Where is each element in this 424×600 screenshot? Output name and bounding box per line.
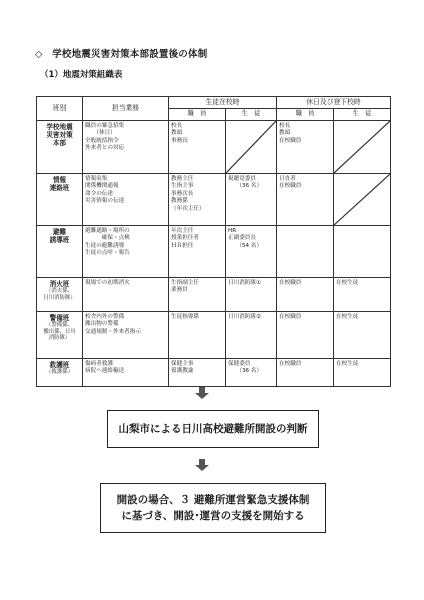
cell-line: 在校生徒 [336,360,359,367]
cell-line: 年次主任 [171,227,194,234]
group-name: 本部 [52,139,67,148]
in-school-staff-cell [169,173,226,225]
header-holiday: 休日及び登下校時 [277,97,391,109]
table-row [37,358,391,386]
cell-line: 日川消防隊② [228,313,261,320]
group-name: 救護班 [49,360,70,369]
cell-line: 病院へ連絡輸送 [85,368,125,375]
group-name-cell [37,311,83,358]
cell-line: 生徒の避難誘導 [85,242,125,249]
header-in-school-staff: 職 員 [169,109,226,121]
city-decision-text: 山梨市による日川高校避難所開設の判断 [118,422,308,435]
in-school-students-cell [226,173,277,225]
duty-cell [83,311,169,358]
cell-line: 命令の伝達 [85,190,113,197]
cell-line: 在校生徒 [336,313,359,320]
duty-cell [83,173,169,225]
cell-line: 在校生徒 [336,279,359,286]
cell-line: 生徒指導係 [171,313,199,320]
duty-cell [83,277,169,311]
group-name-cell [37,225,83,277]
section-subheading: （1）地震対策組織表 [40,70,123,80]
holiday-staff-cell [277,225,334,277]
cell-line: 全般統括指令 [85,137,119,144]
cell-line: 搬出物の警備 [85,321,119,328]
cell-line: 教務係 [171,198,188,205]
table-row [37,173,391,225]
cell-line: 校舎内外の警備 [85,313,125,320]
cell-line: 在校職員 [279,137,302,144]
city-decision-box [107,410,319,448]
down-arrow-icon [195,459,209,471]
cell-line: 授業担任者 [171,235,199,242]
group-name: 学校地震 [46,122,73,131]
cell-line: 視聴覚委員 [228,175,256,182]
table-row [37,225,391,277]
holiday-staff-cell [277,311,334,358]
cell-line: 職員の緊急招集 [85,122,125,129]
cell-line: 生徒の点呼・報告 [85,250,130,257]
in-school-students-cell [226,358,277,386]
group-name: 誘導班 [49,235,70,244]
group-name: 警備班 [49,313,70,322]
cell-line: 教務主任 [171,175,194,182]
table-row [37,120,391,173]
group-name-cell [37,120,83,173]
down-arrow-icon [195,387,209,399]
empty-diagonal-cell [334,120,391,173]
table-row [37,277,391,311]
cell-line: 事務次長 [171,190,194,197]
cell-line: 交通規制・外来者指示 [85,328,141,335]
cell-line: （36 名） [228,368,263,375]
header-holiday-staff: 職 員 [277,109,334,121]
cell-line: 関係機関通報 [85,183,119,190]
holiday-students-cell [334,358,391,386]
group-name: 消火班 [49,279,70,288]
cell-line: ＨＲ担任 [171,242,194,249]
holiday-students-cell [334,277,391,311]
cell-line: 在校職員 [279,183,302,190]
header-in-school-students: 生 徒 [226,109,277,121]
cell-line: 保健主事 [171,360,194,367]
header-in-school: 生徒在校時 [169,97,277,109]
cell-line: （年次主任） [171,205,205,212]
holiday-staff-cell [277,277,334,311]
header-group: 班別 [37,97,83,121]
cell-line: 情報収集 [85,175,108,182]
group-subname: （救護係） [46,368,73,375]
group-name-cell [37,277,83,311]
cell-line: 保健委員 [228,360,251,367]
group-name: 避難 [52,227,67,236]
holiday-staff-cell [277,120,334,173]
cell-line: 外来者との対応 [85,145,125,152]
cell-line: （休日） [85,130,116,137]
cell-line: 業務員 [171,287,188,294]
cell-line: 日直者 [279,175,296,182]
group-subname: 搬出係、日川 [43,328,76,335]
cell-line: 生指主事 [171,183,194,190]
in-school-staff-cell [169,277,226,311]
in-school-staff-cell [169,358,226,386]
cell-line: 日川消防隊① [228,279,261,286]
cell-line: 事務長 [171,137,188,144]
cell-line: 在校職員 [279,360,302,367]
group-subname: （消火係、 [46,287,73,294]
holiday-students-cell [334,225,391,277]
support-start-text-line2: に基づき、開設･運営の支援を開始する [121,510,305,522]
group-name: 連絡班 [49,183,70,192]
cell-line: 確保・点検 [85,235,130,242]
support-start-text-line1: 開設の場合、３ 避難所運営緊急支援体制 [116,493,310,506]
cell-line: 在校職員 [279,313,302,320]
group-name: 情報 [52,175,67,184]
holiday-staff-cell [277,358,334,386]
in-school-staff-cell [169,225,226,277]
organization-table [36,96,391,387]
header-holiday-students: 生 徒 [334,109,391,121]
in-school-students-cell [226,311,277,358]
duty-cell [83,120,169,173]
duty-cell [83,225,169,277]
cell-line: （36 名） [228,183,263,190]
cell-line: （54 名） [228,242,263,249]
header-duty: 担当業務 [83,97,169,121]
group-subname: 日川消防隊） [43,294,76,301]
cell-line: 校長 [171,122,183,129]
table-row [37,311,391,358]
cell-line: HR [228,227,237,234]
group-name-cell [37,173,83,225]
in-school-staff-cell [169,120,226,173]
cell-line: 生指副主任 [171,279,199,286]
group-name-cell [37,358,83,386]
empty-diagonal-cell [334,173,391,225]
group-subname: （警備係、 [46,321,73,328]
in-school-students-cell [226,225,277,277]
cell-line: 災害情報の伝達 [85,198,125,205]
cell-line: 現場での初期消火 [85,279,130,286]
cell-line: 傷病者救護 [85,360,113,367]
cell-line: 教頭 [171,130,183,137]
cell-line: 在校職員 [279,279,302,286]
cell-line: 避難通路・場所の [85,227,130,234]
cell-line: 正副委員長 [228,235,256,242]
cell-line: 校長 [279,122,291,129]
cell-line: 養護教諭 [171,368,194,375]
group-name: 災害対策 [46,130,73,139]
duty-cell [83,358,169,386]
in-school-staff-cell [169,311,226,358]
document-heading: ◇ 学校地震災害対策本部設置後の体制 [35,49,208,60]
in-school-students-cell [226,277,277,311]
group-subname: 消防隊） [48,335,71,342]
empty-diagonal-cell [226,120,277,173]
cell-line: 教頭 [279,130,291,137]
support-start-box [100,483,326,533]
holiday-staff-cell [277,173,334,225]
holiday-students-cell [334,311,391,358]
